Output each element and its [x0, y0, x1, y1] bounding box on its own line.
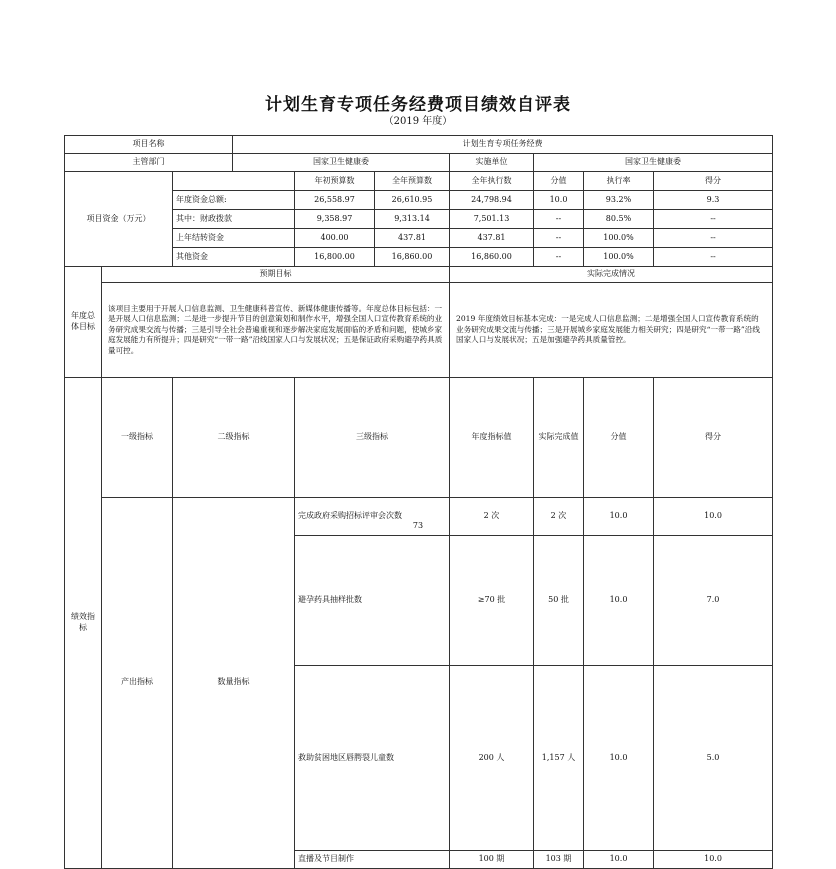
actual-goal-text: 2019 年度绩效目标基本完成：一是完成人口信息监测；二是增强全国人口宣传教育系统的业务研究成果交流与传播；三是开展城乡家庭发展能力相关研究；四是研究“一带一路”沿线国家人口与发展状况；五是加强避孕药具质量管控。: [450, 283, 773, 378]
level1-indicator: 产出指标: [102, 497, 173, 868]
funds-header-cell: 全年预算数: [375, 172, 450, 191]
level2-indicator: 数量指标: [173, 497, 295, 868]
indicator-points: 10.0: [584, 666, 654, 851]
funds-cell: --: [534, 210, 584, 229]
indicator-name: 避孕药具抽样批数: [295, 535, 450, 666]
perf-header-cell: 三级指标: [295, 378, 450, 498]
expected-goal-text: 该项目主要用于开展人口信息监测、卫生健康科普宣传、新媒体健康传播等。年度总体目标包括：一是开展人口信息监测；二是进一步提升节目的创意策划和制作水平，增强全国人口宣传教育系统的业务研究成果交流与传播；三是引导全社会普遍重视和逐步解决家庭发展面临的矛盾和问题，使城乡家庭发展能力有所提升；四是研究“一带一路”沿线国家人口与发展状况；五是保证政府采购避孕药具质量可控。: [102, 283, 450, 378]
indicator-target: 200 人: [450, 666, 534, 851]
indicator-score: 5.0: [654, 666, 773, 851]
indicator-actual: 2 次: [534, 497, 584, 535]
indicator-points: 10.0: [584, 535, 654, 666]
funds-header-cell: 得分: [654, 172, 773, 191]
funds-cell: 100.0%: [584, 229, 654, 248]
funds-cell: 26,558.97: [295, 191, 375, 210]
funds-header-cell: 全年执行数: [450, 172, 534, 191]
indicator-target: 100 期: [450, 850, 534, 868]
funds-cell: 437.81: [375, 229, 450, 248]
funds-header-cell: 分值: [534, 172, 584, 191]
funds-header-cell: 执行率: [584, 172, 654, 191]
page-number: 73: [412, 521, 424, 530]
performance-label: 绩效指标: [65, 378, 102, 869]
funds-row-name: 年度资金总额:: [173, 191, 295, 210]
dept-label: 主管部门: [65, 154, 233, 172]
expected-goal-header: 预期目标: [102, 267, 450, 283]
funds-cell: --: [654, 248, 773, 267]
table-row: [65, 378, 773, 498]
funds-cell: 80.5%: [584, 210, 654, 229]
indicator-name: 直播及节目制作: [295, 850, 450, 868]
indicator-target: ≥70 批: [450, 535, 534, 666]
funds-cell: 437.81: [450, 229, 534, 248]
funds-cell: 26,610.95: [375, 191, 450, 210]
performance-table: [64, 135, 773, 869]
funds-header-blank: [173, 172, 295, 191]
funds-cell: --: [534, 248, 584, 267]
funds-cell: 16,800.00: [295, 248, 375, 267]
funds-label: 项目资金（万元）: [65, 172, 173, 267]
actual-goal-header: 实际完成情况: [450, 267, 773, 283]
indicator-name: 救助贫困地区唇腭裂儿童数: [295, 666, 450, 851]
table-row: [65, 267, 773, 283]
funds-cell: 100.0%: [584, 248, 654, 267]
funds-cell: --: [534, 229, 584, 248]
indicator-score: 10.0: [654, 497, 773, 535]
funds-cell: 9.3: [654, 191, 773, 210]
project-name-value: 计划生育专项任务经费: [233, 136, 773, 154]
funds-cell: 24,798.94: [450, 191, 534, 210]
indicator-score: 7.0: [654, 535, 773, 666]
perf-header-cell: 二级指标: [173, 378, 295, 498]
funds-cell: --: [654, 229, 773, 248]
funds-row-name: 上年结转资金: [173, 229, 295, 248]
table-row: [65, 154, 773, 172]
indicator-name: 完成政府采购招标评审会次数: [295, 497, 450, 535]
page-title: 计划生育专项任务经费项目绩效自评表: [265, 95, 571, 115]
funds-cell: 16,860.00: [450, 248, 534, 267]
table-row: [65, 283, 773, 378]
impl-value: 国家卫生健康委: [534, 154, 773, 172]
funds-cell: --: [654, 210, 773, 229]
page-subtitle: （2019 年度）: [383, 116, 453, 127]
indicator-actual: 1,157 人: [534, 666, 584, 851]
funds-cell: 9,313.14: [375, 210, 450, 229]
project-name-label: 项目名称: [65, 136, 233, 154]
indicator-points: 10.0: [584, 850, 654, 868]
impl-label: 实施单位: [450, 154, 534, 172]
table-row: [65, 136, 773, 154]
funds-cell: 9,358.97: [295, 210, 375, 229]
indicator-points: 10.0: [584, 497, 654, 535]
indicator-actual: 103 期: [534, 850, 584, 868]
perf-header-cell: 得分: [654, 378, 773, 498]
perf-header-cell: 实际完成值: [534, 378, 584, 498]
perf-header-cell: 年度指标值: [450, 378, 534, 498]
funds-cell: 400.00: [295, 229, 375, 248]
indicator-actual: 50 批: [534, 535, 584, 666]
goals-label: 年度总体目标: [65, 267, 102, 378]
funds-row-name: 其中：财政拨款: [173, 210, 295, 229]
indicator-target: 2 次: [450, 497, 534, 535]
funds-cell: 16,860.00: [375, 248, 450, 267]
dept-value: 国家卫生健康委: [233, 154, 450, 172]
perf-header-cell: 分值: [584, 378, 654, 498]
table-row: [65, 172, 773, 191]
indicator-score: 10.0: [654, 850, 773, 868]
funds-cell: 93.2%: [584, 191, 654, 210]
perf-header-cell: 一级指标: [102, 378, 173, 498]
funds-cell: 7,501.13: [450, 210, 534, 229]
funds-row-name: 其他资金: [173, 248, 295, 267]
funds-header-cell: 年初预算数: [295, 172, 375, 191]
funds-cell: 10.0: [534, 191, 584, 210]
